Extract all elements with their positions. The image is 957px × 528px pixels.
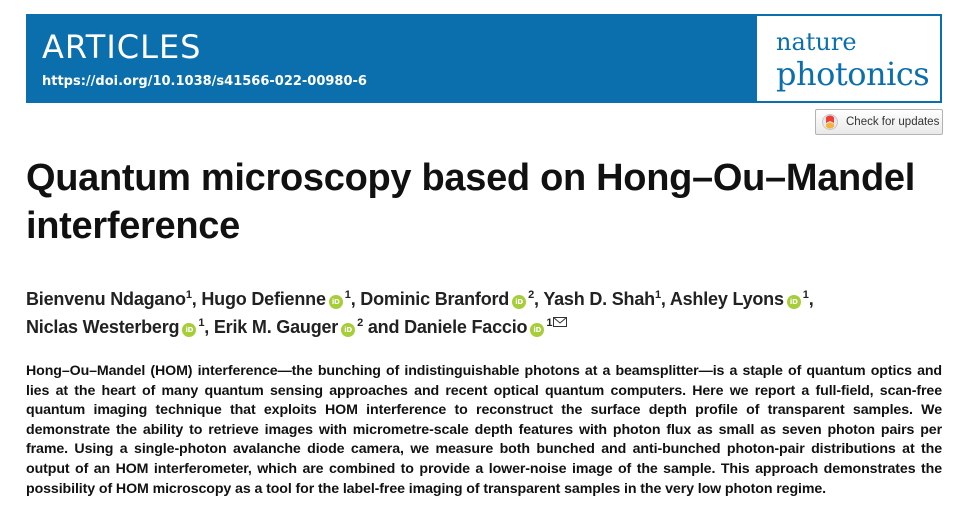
orcid-icon[interactable]: iD	[530, 323, 544, 337]
orcid-icon[interactable]: iD	[787, 295, 801, 309]
author-name[interactable]: Yash D. Shah$^1$	[543, 289, 661, 309]
author-separator: ,	[660, 289, 670, 309]
author-name[interactable]: Bienvenu Ndagano$^1$	[26, 289, 192, 309]
author-separator: ,	[350, 289, 361, 309]
author-separator: ,	[191, 289, 202, 309]
orcid-icon[interactable]: iD	[329, 295, 343, 309]
author-separator: and	[363, 317, 405, 337]
author-separator: ,	[534, 289, 544, 309]
author-affiliation[interactable]: 2	[528, 289, 535, 301]
section-label: ARTICLES	[42, 28, 202, 66]
author-affiliation[interactable]: 1	[802, 289, 809, 301]
journal-name-line1: nature	[776, 28, 857, 56]
journal-name-line2: photonics	[776, 55, 930, 93]
author-name[interactable]: Niclas Westerberg $iD^1$	[26, 317, 205, 337]
author-separator: ,	[808, 289, 814, 309]
check-for-updates-label: Check for updates	[846, 116, 940, 128]
author-name[interactable]: Dominic Branford $iD^2$	[360, 289, 535, 309]
author-list	[26, 285, 942, 341]
orcid-icon[interactable]: iD	[182, 323, 196, 337]
email-icon[interactable]	[553, 317, 567, 327]
journal-logo[interactable]	[755, 14, 942, 103]
orcid-icon[interactable]: iD	[512, 295, 526, 309]
author-affiliation[interactable]: 1	[654, 289, 661, 301]
author-affiliation[interactable]: 1	[546, 317, 553, 329]
author-affiliation[interactable]: 1	[185, 289, 192, 301]
article-header-bar	[26, 14, 942, 103]
author-affiliation[interactable]: 1	[344, 289, 351, 301]
author-name[interactable]: Erik M. Gauger $iD^2$	[213, 317, 364, 337]
doi-link[interactable]: https://doi.org/10.1038/s41566-022-00980-6	[42, 74, 367, 89]
author-name[interactable]: Daniele Faccio $iD^1$	[404, 317, 567, 337]
abstract: Hong–Ou–Mandel (HOM) interference—the bunching of indistinguishable photons at a beamsplitter—is a staple of quantum optics and lies at the heart of many quantum sensing approaches and recent optical quantum computers. Here we report a full-field, scan-free quantum imaging technique that exploits HOM interference to reconstruct the surface depth profile of transparent samples. We demonstrate the ability to retrieve images with micrometre-scale depth features with photon flux as small as seven photon pairs per frame. Using a single-photon avalanche diode camera, we measure both bunched and anti-bunched photon-pair distributions at the output of an HOM interferometer, which are combined to provide a lower-noise image of the sample. This approach demonstrates the possibility of HOM microscopy as a tool for the label-free imaging of transparent samples in the very low photon regime.	[26, 363, 942, 497]
author-separator: ,	[204, 317, 214, 337]
article-title: Quantum microscopy based on Hong–Ou–Mandel interference	[26, 157, 915, 247]
crossmark-icon	[822, 114, 838, 130]
author-name[interactable]: Hugo Defienne $iD^1$	[201, 289, 351, 309]
author-name[interactable]: Ashley Lyons $iD^1$	[669, 289, 809, 309]
author-affiliation[interactable]: 1	[198, 317, 205, 329]
check-for-updates-button[interactable]	[815, 109, 943, 135]
orcid-icon[interactable]: iD	[341, 323, 355, 337]
author-affiliation[interactable]: 2	[357, 317, 364, 329]
